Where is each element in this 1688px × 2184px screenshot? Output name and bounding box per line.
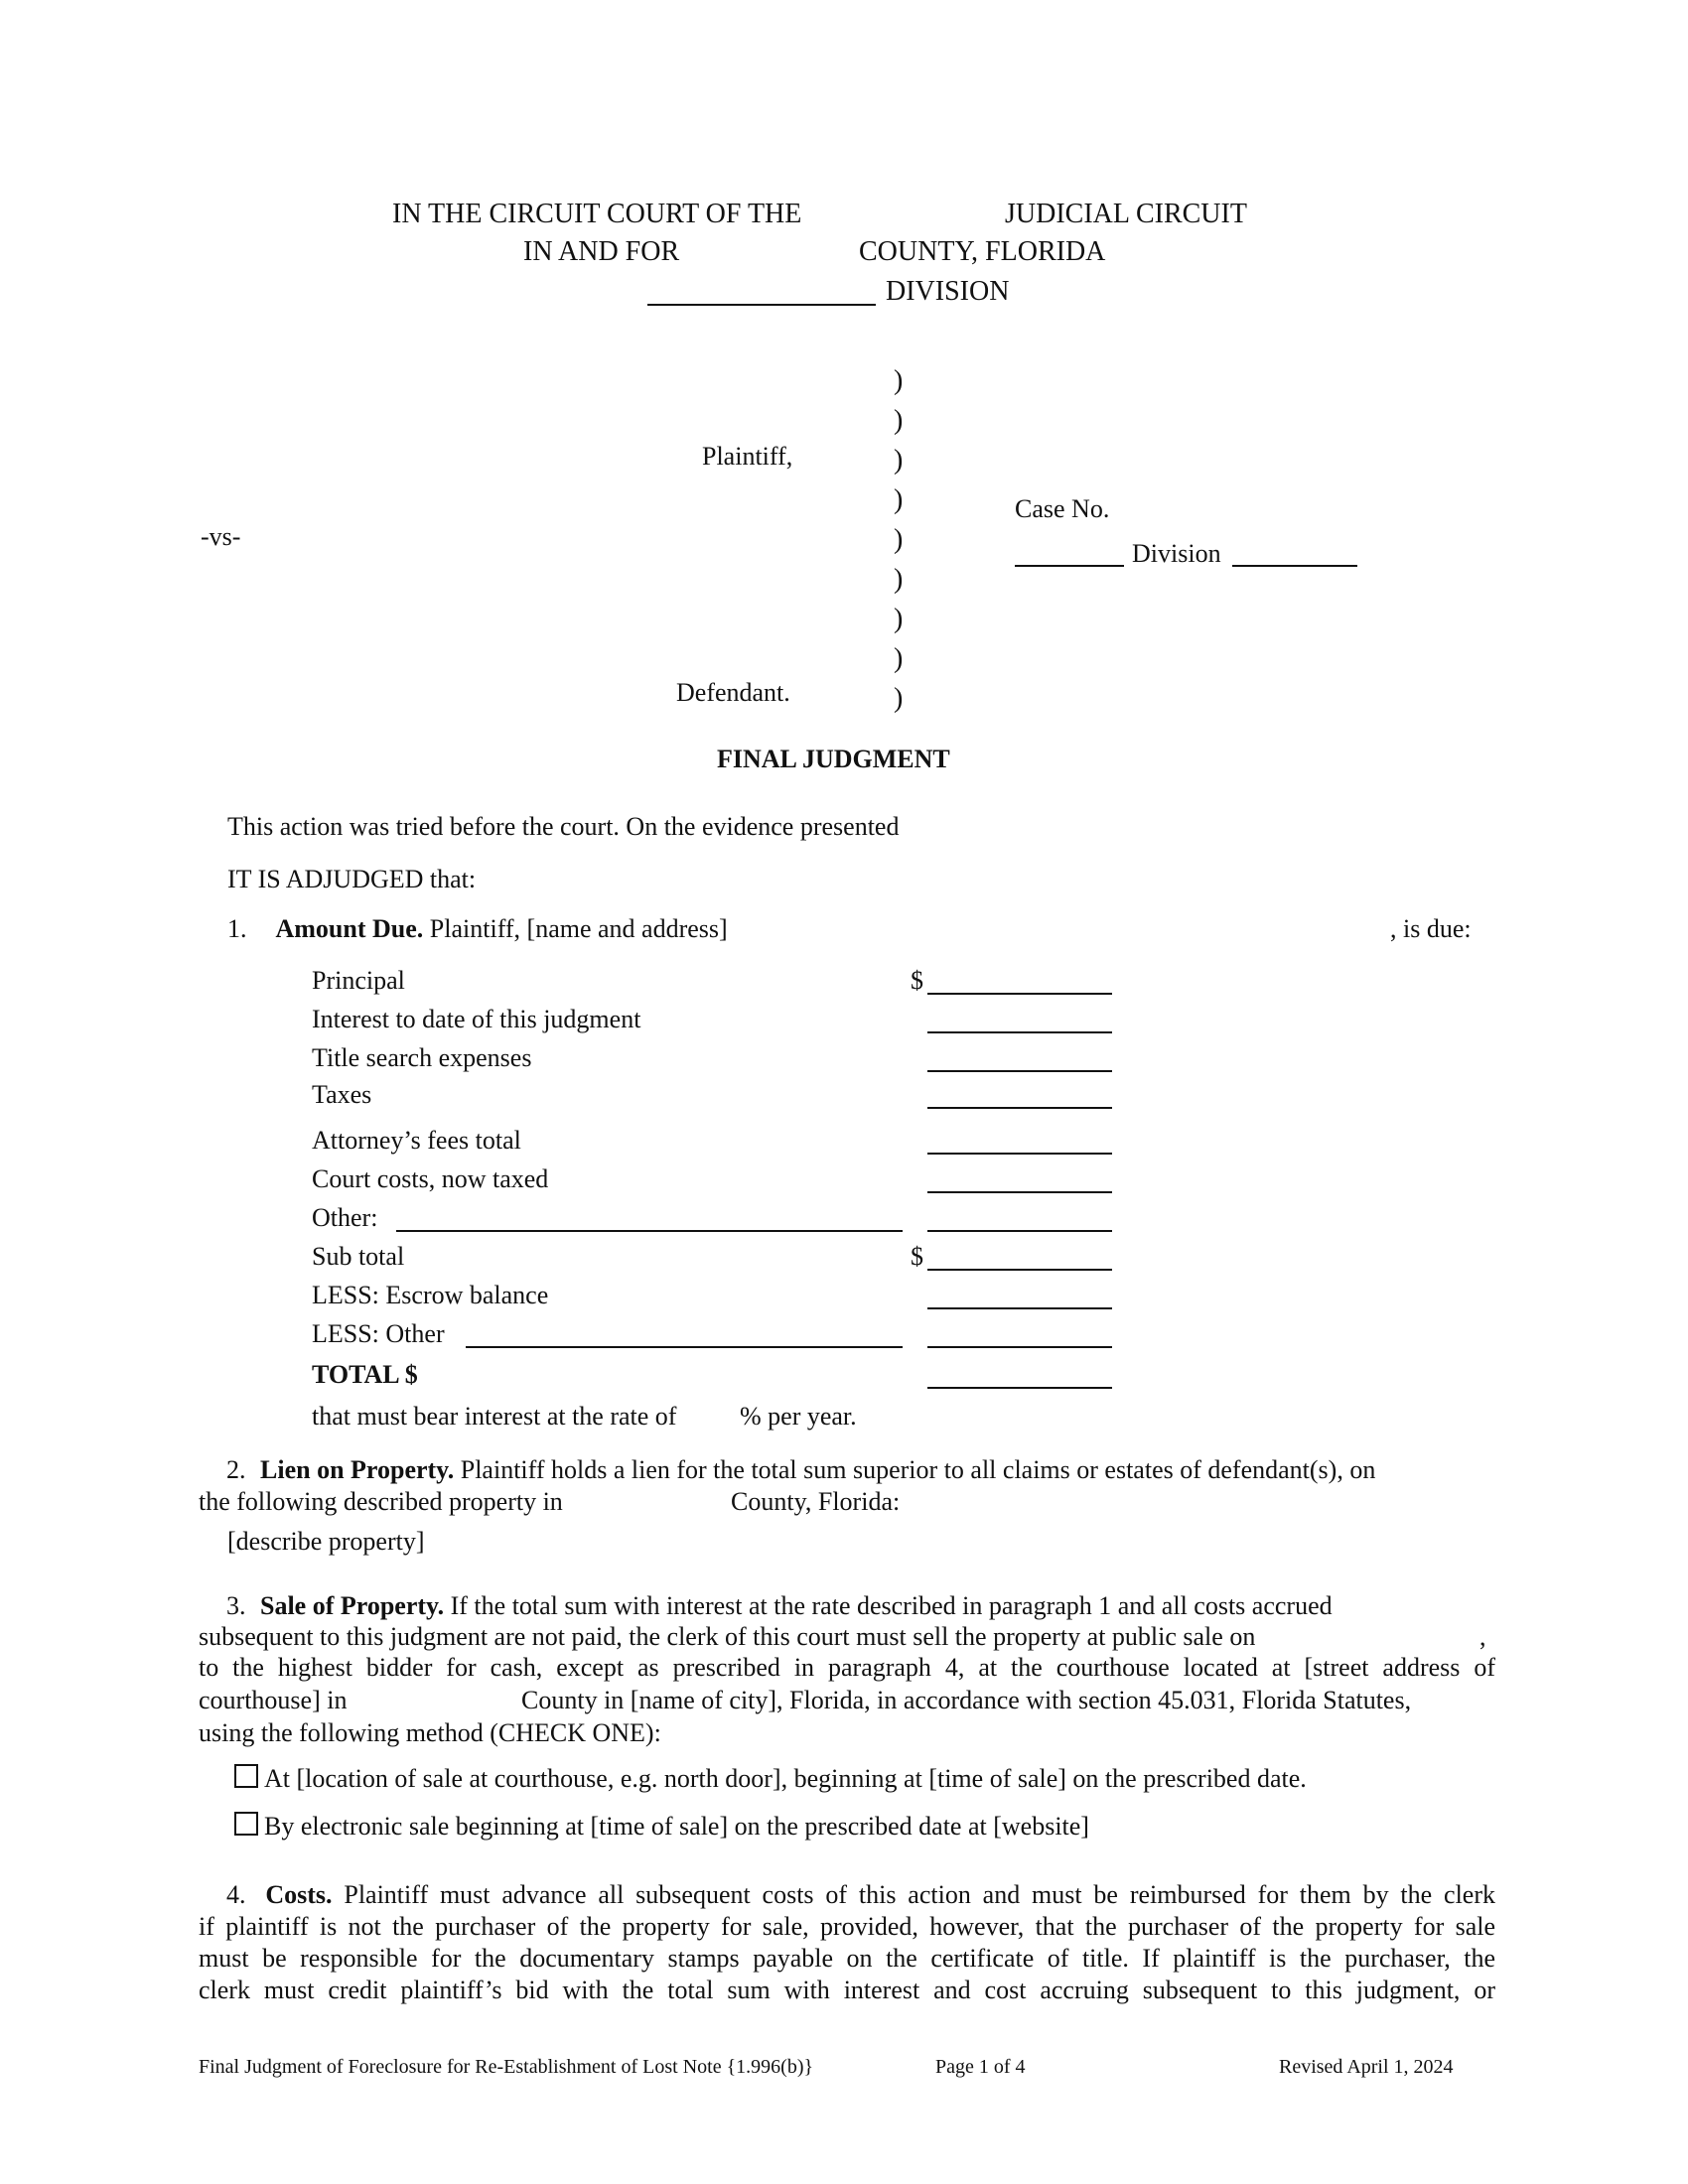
para3-heading: Sale of Property. — [260, 1591, 445, 1620]
dollar-sign: $ — [911, 1242, 923, 1271]
less-other-description-line[interactable] — [466, 1346, 903, 1348]
para2-line2-right: County, Florida: — [731, 1487, 901, 1516]
para2-line1 — [199, 1454, 1495, 1487]
dollar-sign: $ — [911, 966, 923, 995]
attorney-fees-label: Attorney’s fees total — [312, 1126, 521, 1155]
para2-heading: Lien on Property. — [260, 1455, 455, 1484]
plaintiff-label: Plaintiff, — [702, 442, 793, 471]
page-title: FINAL JUDGMENT — [717, 745, 950, 773]
less-escrow-label: LESS: Escrow balance — [312, 1281, 549, 1309]
principal-amount-line[interactable] — [927, 993, 1112, 995]
rate-text-before: that must bear interest at the rate of — [312, 1402, 677, 1431]
other-amount-line[interactable] — [927, 1230, 1112, 1232]
para4-line1 — [199, 1879, 1495, 1912]
para3-line1 — [199, 1590, 1495, 1623]
footer-page-number: Page 1 of 4 — [935, 2056, 1026, 2078]
case-no-blank-line[interactable] — [1015, 565, 1124, 567]
para4-line4: clerk must credit plaintiff’s bid with the total sum with interest and cost accruing subsequent to this judgment, or — [199, 1976, 1495, 2004]
sub-total-amount-line[interactable] — [927, 1269, 1112, 1271]
sub-total-label: Sub total — [312, 1242, 405, 1271]
taxes-label: Taxes — [312, 1080, 372, 1109]
taxes-amount-line[interactable] — [927, 1107, 1112, 1109]
para1-text: Plaintiff, [name and address] — [429, 914, 728, 943]
paren: ) — [894, 365, 904, 396]
footer-form-name: Final Judgment of Foreclosure for Re-Establishment of Lost Note {1.996(b)} — [199, 2056, 814, 2078]
para2-describe: [describe property] — [227, 1527, 425, 1556]
option1-checkbox[interactable] — [234, 1764, 258, 1788]
paren: ) — [894, 564, 904, 595]
county-line-left: IN AND FOR — [523, 236, 680, 267]
attorney-fees-amount-line[interactable] — [927, 1153, 1112, 1155]
para1-heading: Amount Due. — [275, 914, 424, 943]
para3-number: 3. — [226, 1591, 246, 1620]
para1-line — [227, 916, 728, 942]
para4-line2: if plaintiff is not the purchaser of the property for sale, provided, however, that the purchaser of the property for sale — [199, 1912, 1495, 1941]
para4-number: 4. — [226, 1880, 246, 1909]
division-field-blank-line[interactable] — [1232, 565, 1357, 567]
paren: ) — [894, 643, 904, 674]
adjudged-text: IT IS ADJUDGED that: — [227, 865, 477, 893]
less-other-amount-line[interactable] — [927, 1346, 1112, 1348]
division-field-label: Division — [1132, 539, 1221, 568]
para3-line2-right: , — [1479, 1622, 1486, 1651]
defendant-label: Defendant. — [676, 678, 790, 707]
other-label: Other: — [312, 1203, 378, 1232]
para2-text: Plaintiff holds a lien for the total sum superior to all claims or estates of defendant(s), on — [460, 1455, 1376, 1484]
para2-number: 2. — [226, 1455, 246, 1484]
para2-line2-left: the following described property in — [199, 1487, 563, 1516]
para3-line5: using the following method (CHECK ONE): — [199, 1718, 661, 1747]
para3-line4-right: County in [name of city], Florida, in accordance with section 45.031, Florida Statutes, — [521, 1686, 1412, 1714]
paren: ) — [894, 445, 904, 476]
para4-line3: must be responsible for the documentary stamps payable on the certificate of title. If plaintiff is the purchaser, the — [199, 1944, 1495, 1973]
title-search-amount-line[interactable] — [927, 1070, 1112, 1072]
para4-line1-text: Plaintiff must advance all subsequent costs of this action and must be reimbursed for them by the clerk — [344, 1880, 1496, 1909]
total-amount-line[interactable] — [927, 1387, 1112, 1389]
court-costs-label: Court costs, now taxed — [312, 1164, 549, 1193]
paren: ) — [894, 484, 904, 515]
court-costs-amount-line[interactable] — [927, 1191, 1112, 1193]
para3-line3: to the highest bidder for cash, except as prescribed in paragraph 4, at the courthouse located at [street address of — [199, 1653, 1495, 1682]
other-description-line[interactable] — [396, 1230, 903, 1232]
court-line-right: JUDICIAL CIRCUIT — [1005, 199, 1247, 229]
paren: ) — [894, 405, 904, 436]
interest-label: Interest to date of this judgment — [312, 1005, 641, 1033]
paren: ) — [894, 604, 904, 634]
case-no-label: Case No. — [1015, 494, 1110, 523]
interest-amount-line[interactable] — [927, 1031, 1112, 1033]
less-other-label: LESS: Other — [312, 1319, 445, 1348]
option1-label: At [location of sale at courthouse, e.g. north door], beginning at [time of sale] on the prescribed date. — [264, 1764, 1307, 1793]
principal-label: Principal — [312, 966, 405, 995]
intro-text: This action was tried before the court. On the evidence presented — [227, 812, 900, 841]
rate-text-after: % per year. — [740, 1402, 857, 1431]
county-line-right: COUNTY, FLORIDA — [859, 236, 1106, 267]
division-blank-line[interactable] — [647, 304, 876, 306]
total-label: TOTAL $ — [312, 1360, 418, 1389]
option2-label: By electronic sale beginning at [time of sale] on the prescribed date at [website] — [264, 1812, 1089, 1841]
less-escrow-amount-line[interactable] — [927, 1307, 1112, 1309]
para1-number: 1. — [227, 914, 247, 943]
footer-revised-date: Revised April 1, 2024 — [1279, 2056, 1454, 2078]
vs-label: -vs- — [201, 522, 241, 551]
court-line-left: IN THE CIRCUIT COURT OF THE — [392, 199, 802, 229]
paren: ) — [894, 683, 904, 714]
paren: ) — [894, 524, 904, 555]
para1-tail: , is due: — [1390, 914, 1472, 943]
title-search-label: Title search expenses — [312, 1043, 532, 1072]
para4-heading: Costs. — [265, 1880, 333, 1909]
option2-checkbox[interactable] — [234, 1812, 258, 1836]
para3-line4-left: courthouse] in — [199, 1686, 348, 1714]
division-label: DIVISION — [886, 276, 1010, 307]
para3-line1-text: If the total sum with interest at the rate described in paragraph 1 and all costs accrued — [450, 1591, 1333, 1620]
para3-line2-left: subsequent to this judgment are not paid, the clerk of this court must sell the property at public sale on — [199, 1622, 1256, 1651]
